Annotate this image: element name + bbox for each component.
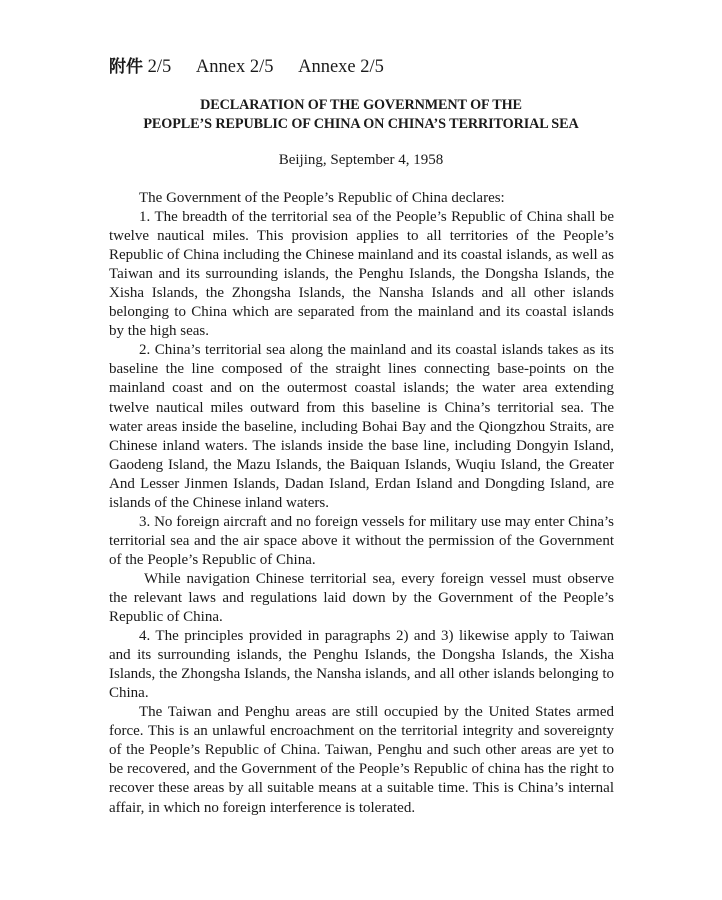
title-line-1: DECLARATION OF THE GOVERNMENT OF THE xyxy=(200,97,522,113)
paragraph-preamble: The Government of the People’s Republic of China declares: xyxy=(139,190,505,206)
dateline: Beijing, September 4, 1958 xyxy=(278,152,444,168)
annex-english: Annex 2/5 xyxy=(195,57,274,77)
title-line-2: PEOPLE’S REPUBLIC OF CHINA ON CHINA’S TERRITORIAL SEA xyxy=(143,116,579,132)
annex-header xyxy=(109,52,384,78)
paragraph-1: 1. The breadth of the territorial sea of the People’s Republic of China shall be twelve nautical miles. This provision applies to all territories of the People’s Republic of China including the Chinese mainland and its coastal islands, as well as Taiwan and its surrounding islands, the Penghu Islands, the Dongsha Islands, the Xisha Islands, the Zhongsha Islands, the Nansha Islands and all other islands belonging to China which are separated from the mainland and its coastal islands by the high seas. xyxy=(109,209,614,340)
annex-chinese xyxy=(109,57,171,77)
paragraph-2: 2. China’s territorial sea along the mainland and its coastal islands takes as its baseline the line composed of the straight lines connecting base-points on the mainland coast and on the outermost coastal islands; the water area extending twelve nautical miles outward from this baseline is China’s territorial sea. The water areas inside the baseline, including Bohai Bay and the Qiongzhou Straits, are Chinese inland waters. The islands inside the base line, including Dongyin Island, Gaodeng Island, the Mazu Islands, the Baiquan Islands, Wuqiu Island, the Greater And Lesser Jinmen Islands, Dadan Island, Erdan Island and Dongding Island, are islands of the Chinese inland waters. xyxy=(109,342,614,511)
document-body xyxy=(109,189,614,818)
paragraph-3-navigation: While navigation Chinese territorial sea, every foreign vessel must observe the relevant laws and regulations laid down by the Government of the People’s Republic of China. xyxy=(109,570,614,626)
paragraph-taiwan-penghu: The Taiwan and Penghu areas are still occupied by the United States armed force. This is an unlawful encroachment on the territorial integrity and sovereignty of the People’s Republic of China. Taiwan, Penghu and such other areas are yet to be recovered, and the Government of the People’s Republic of china has the right to recover these areas by all suitable means at a suitable time. This is China’s internal affair, in which no foreign interference is tolerated. xyxy=(109,704,614,816)
annex-chinese-label: 附件 xyxy=(109,57,143,77)
paragraph-4: 4. The principles provided in paragraphs 2) and 3) likewise apply to Taiwan and its surrounding islands, the Penghu Islands, the Dongsha Islands, the Xisha Islands, the Zhongsha Islands, the Nansha islands, and all other islands belonging to China. xyxy=(109,628,614,702)
annex-chinese-number: 2/5 xyxy=(147,57,172,77)
paragraph-3: 3. No foreign aircraft and no foreign vessels for military use may enter China’s territorial sea and the air space above it without the permission of the Government of the People’s Republic of China. xyxy=(109,513,614,568)
document-title xyxy=(109,96,613,134)
annex-french: Annexe 2/5 xyxy=(298,57,384,77)
